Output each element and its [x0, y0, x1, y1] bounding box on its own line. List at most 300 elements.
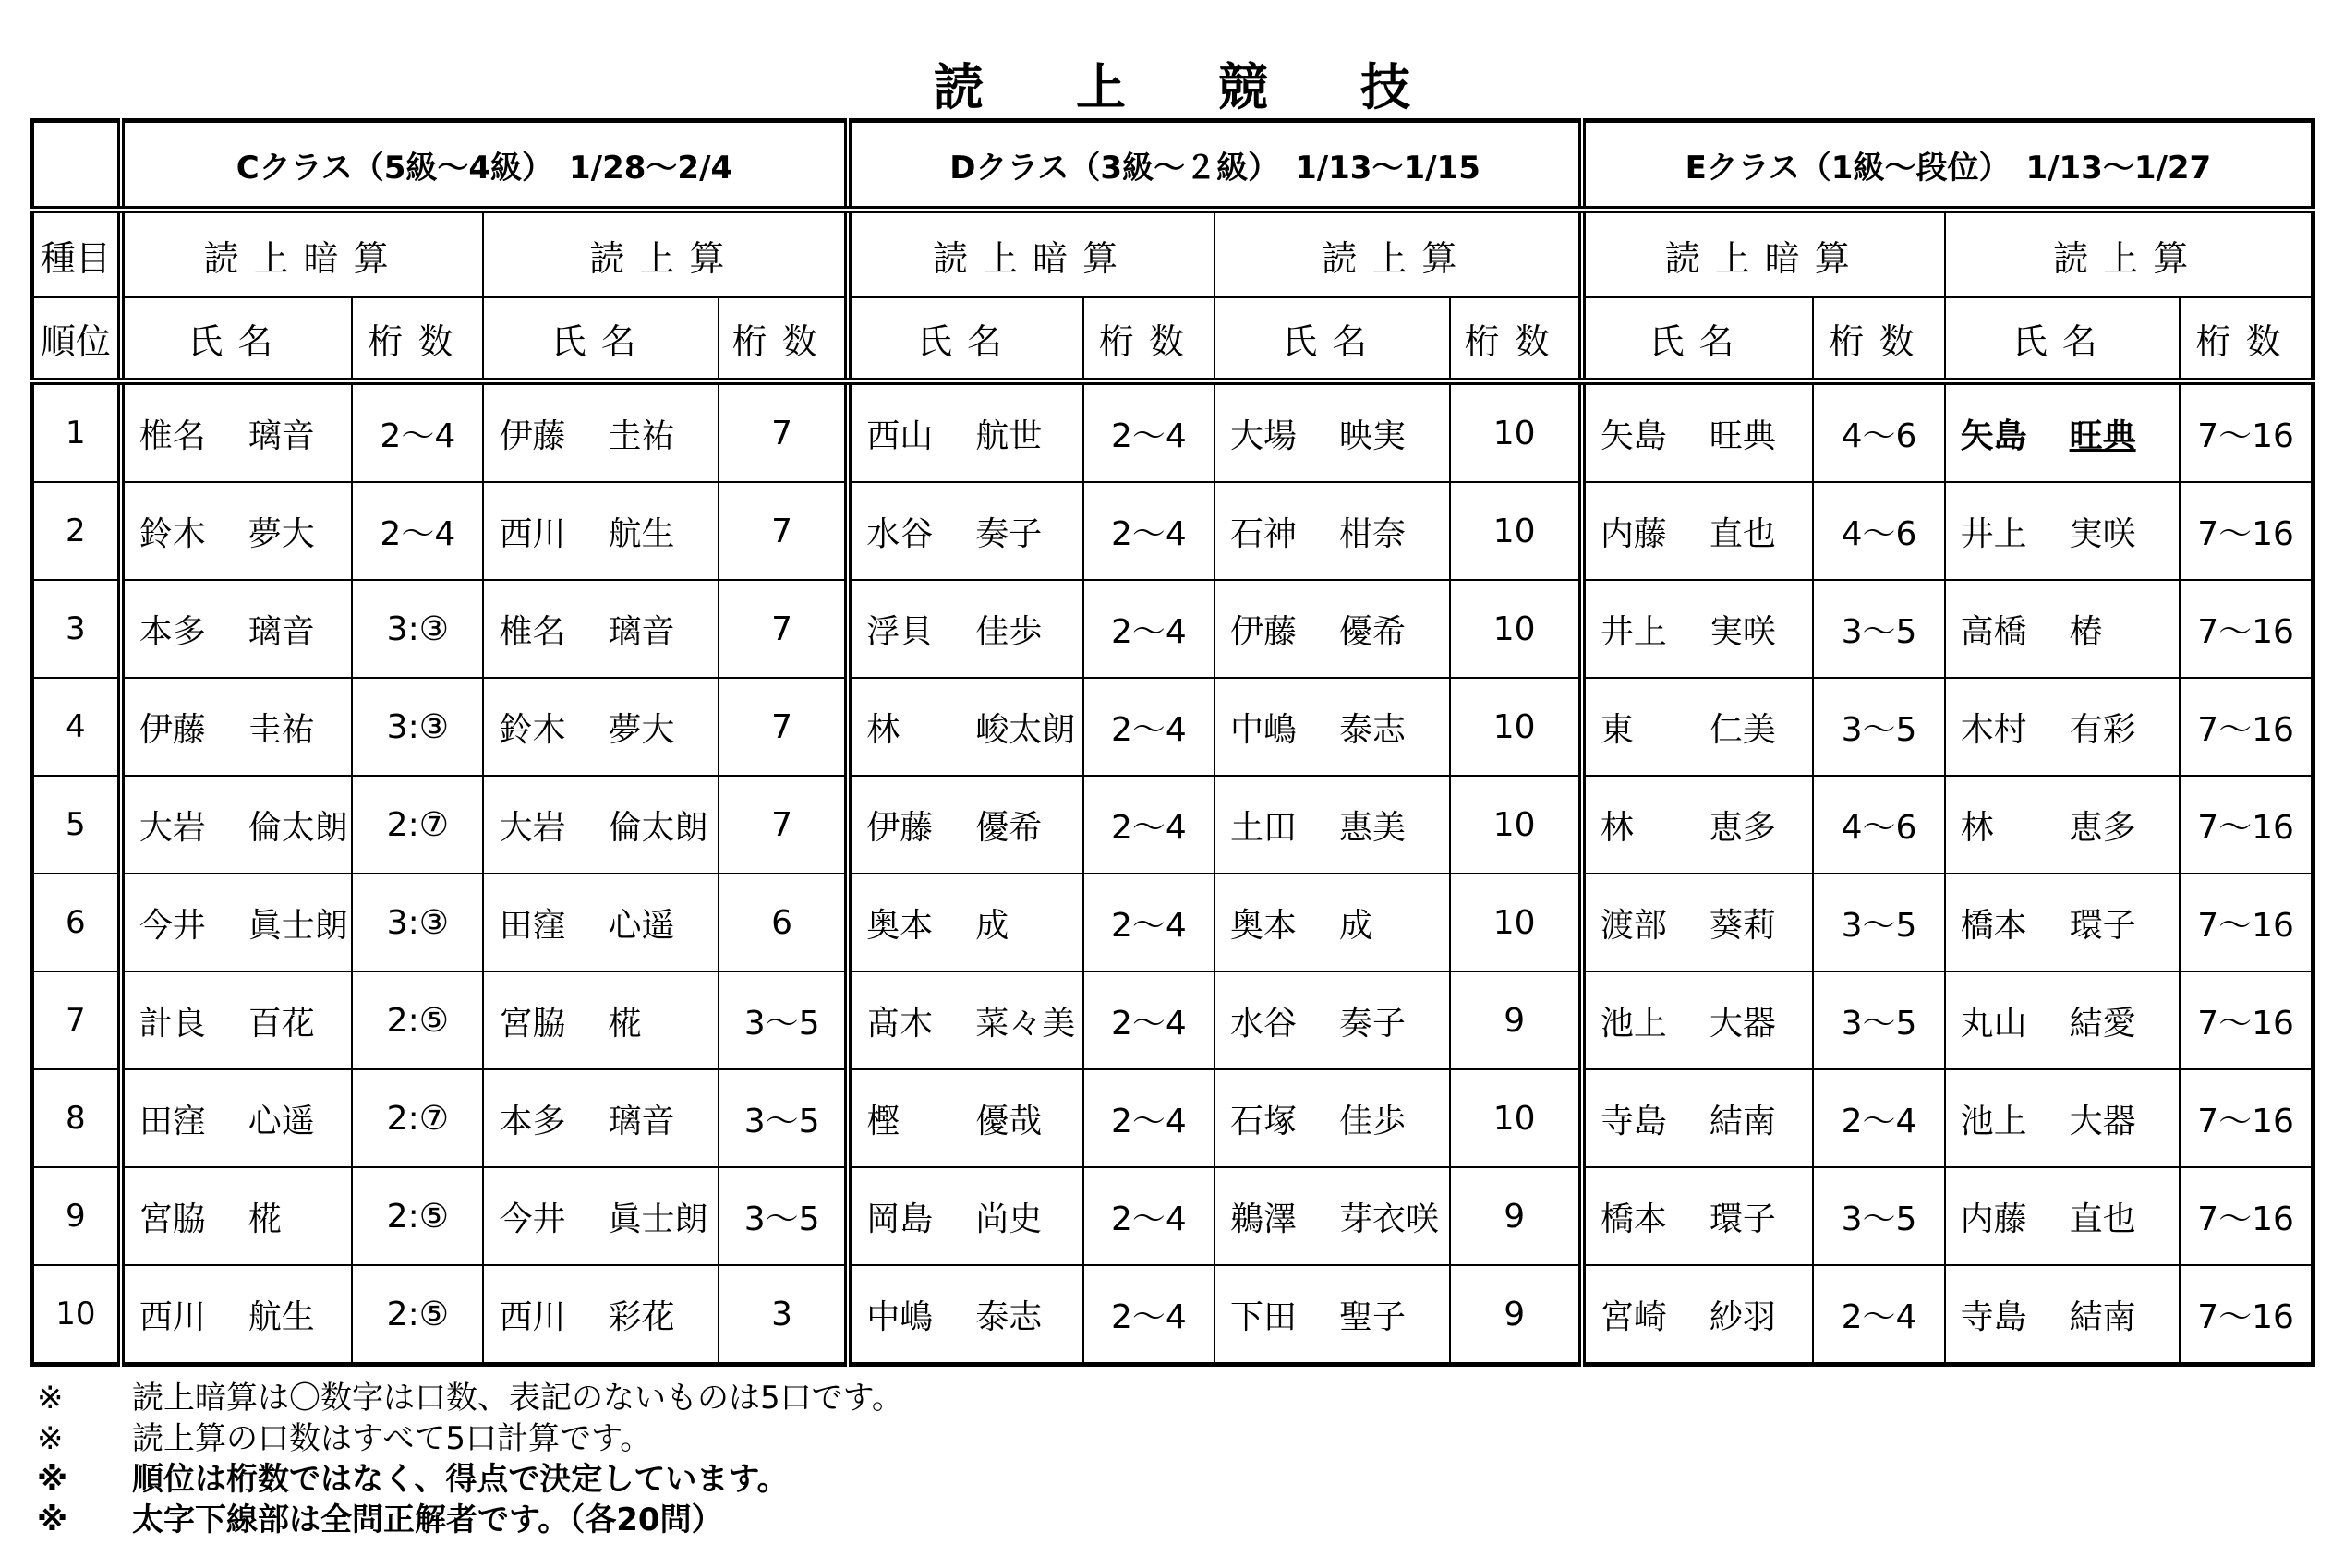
given-name: 璃音: [248, 416, 315, 455]
event-anzan-d: 読上暗算: [848, 210, 1214, 297]
given-name: 実咲: [1709, 612, 1776, 651]
competitor-name: [1230, 1200, 1439, 1238]
competitor-name: [1601, 809, 1776, 847]
name-cell: [1582, 1167, 1814, 1265]
event-header-row: [32, 210, 2314, 297]
competitor-name: [866, 417, 1042, 455]
competitor-name: [1230, 907, 1372, 945]
given-name: 有彩: [2069, 710, 2136, 749]
name-cell: [1214, 678, 1450, 776]
family-name: 奥本: [1230, 906, 1298, 945]
name-cell: [1945, 580, 2181, 678]
digits-cell: 7～16: [2180, 971, 2313, 1069]
family-name: 宮崎: [1600, 1297, 1667, 1336]
digits-cell: 2～4: [1083, 678, 1214, 776]
competitor-name: [1961, 1200, 2136, 1238]
competitor-name: [499, 809, 707, 847]
digits-cell: 7～16: [2180, 1167, 2313, 1265]
given-name: 尚史: [975, 1200, 1043, 1238]
digits-cell: 7～16: [2180, 381, 2313, 482]
name-cell: [1582, 580, 1814, 678]
competitor-name: [499, 1103, 674, 1140]
event-zan-e: 読上算: [1945, 210, 2314, 297]
name-cell: [848, 1167, 1083, 1265]
digits-cell: 10: [1450, 874, 1582, 971]
competitor-name: [866, 613, 1042, 651]
name-cell: [121, 580, 353, 678]
table-row: [32, 580, 2314, 678]
name-cell: [483, 1265, 719, 1365]
given-name: 椛: [608, 1004, 642, 1043]
given-name: 心遥: [248, 1102, 315, 1140]
family-name: 内藤: [1600, 514, 1667, 553]
given-name: 椿: [2069, 612, 2103, 651]
family-name: 水谷: [866, 514, 934, 553]
digits-cell: 3: [719, 1265, 848, 1365]
family-name: 田窪: [499, 906, 566, 945]
family-name: 西川: [499, 514, 566, 553]
class-header-row: [32, 121, 2314, 211]
rank-cell: 3: [32, 580, 121, 678]
family-name: 宮脇: [499, 1004, 566, 1043]
given-name: 環子: [1709, 1200, 1776, 1238]
family-name: 東: [1600, 710, 1634, 749]
note-text: 太字下線部は全問正解者です。（各20問）: [132, 1502, 723, 1538]
name-cell: [121, 1167, 353, 1265]
digits-cell: 3:③: [352, 874, 483, 971]
digits-header: 桁数: [719, 297, 848, 381]
competitor-name: [1601, 907, 1776, 945]
digits-cell: 2～4: [1083, 971, 1214, 1069]
event-anzan-c: 読上暗算: [121, 210, 484, 297]
given-name: 旺典: [1709, 416, 1776, 455]
name-cell: [1214, 776, 1450, 874]
name-header: 氏名: [483, 297, 719, 381]
competitor-name: [1601, 1005, 1776, 1043]
note-mark: ※: [37, 1420, 64, 1457]
family-name: 奥本: [866, 906, 934, 945]
competitor-name: [1601, 711, 1776, 749]
given-name: 航生: [248, 1297, 315, 1336]
given-name: 結南: [1709, 1102, 1776, 1140]
class-e-header: Eクラス（1級～段位） 1/13～1/27: [1582, 121, 2314, 211]
given-name: 菜々美: [975, 1004, 1076, 1043]
rank-cell: 7: [32, 971, 121, 1069]
given-name: 優希: [1339, 612, 1407, 651]
competitor-name: [866, 907, 1009, 945]
digits-cell: 9: [1450, 1167, 1582, 1265]
competitor-name: [139, 515, 315, 553]
family-name: 伊藤: [866, 808, 934, 847]
family-name: 高橋: [1960, 612, 2027, 651]
digits-cell: 10: [1450, 1069, 1582, 1167]
digits-cell: 3～5: [719, 1167, 848, 1265]
digits-cell: 4～6: [1813, 482, 1944, 580]
family-name: 髙木: [866, 1004, 934, 1043]
digits-cell: 2:⑦: [352, 1069, 483, 1167]
competitor-name: [1230, 1298, 1406, 1336]
competitor-name: [1961, 613, 2103, 651]
rank-cell: 2: [32, 482, 121, 580]
given-name: 眞士朗: [248, 906, 348, 945]
digits-cell: 10: [1450, 482, 1582, 580]
note-mark: ※: [37, 1461, 68, 1498]
digits-cell: 7: [719, 580, 848, 678]
digits-cell: 2～4: [1083, 1167, 1214, 1265]
family-name: 伊藤: [139, 710, 206, 749]
rank-cell: 6: [32, 874, 121, 971]
given-name: 泰志: [1339, 710, 1407, 749]
competitor-name: [1230, 515, 1406, 553]
name-cell: [1945, 678, 2181, 776]
given-name: 成: [975, 906, 1009, 945]
name-cell: [1214, 381, 1450, 482]
family-name: 今井: [499, 1200, 566, 1238]
table-row: [32, 1265, 2314, 1365]
digits-cell: 7: [719, 482, 848, 580]
digits-cell: 3～5: [1813, 971, 1944, 1069]
given-name: 夢大: [608, 710, 675, 749]
competitor-name: [866, 1005, 1075, 1043]
column-header-row: [32, 297, 2314, 381]
name-cell: [1945, 381, 2181, 482]
name-cell: [1214, 1069, 1450, 1167]
given-name: 恵多: [2069, 808, 2136, 847]
family-name: 土田: [1230, 808, 1298, 847]
given-name: 優希: [975, 808, 1043, 847]
name-cell: [848, 1265, 1083, 1365]
family-name: 寺島: [1600, 1102, 1667, 1140]
rank-cell: 10: [32, 1265, 121, 1365]
family-name: 石塚: [1230, 1102, 1298, 1140]
table-row: [32, 1069, 2314, 1167]
given-name: 璃音: [608, 612, 675, 651]
family-name: 矢島: [1600, 416, 1667, 455]
page-title: 読上競技: [934, 58, 1503, 116]
name-cell: [1214, 971, 1450, 1069]
event-anzan-e: 読上暗算: [1582, 210, 1945, 297]
event-label: 種目: [32, 210, 121, 297]
name-cell: [848, 678, 1083, 776]
competitor-name: [139, 711, 315, 749]
family-name: 渡部: [1600, 906, 1667, 945]
name-cell: [121, 381, 353, 482]
competitor-name: [1601, 417, 1776, 455]
digits-header: 桁数: [1450, 297, 1582, 381]
name-cell: [483, 482, 719, 580]
given-name: 芽衣咲: [1339, 1200, 1440, 1238]
name-cell: [1214, 1167, 1450, 1265]
given-name: 大器: [2069, 1102, 2136, 1140]
competitor-name: [1961, 515, 2136, 553]
name-cell: [1214, 482, 1450, 580]
family-name: 内藤: [1960, 1200, 2027, 1238]
name-cell: [1945, 971, 2181, 1069]
family-name: 椎名: [499, 612, 566, 651]
digits-header: 桁数: [352, 297, 483, 381]
competitor-name: [139, 809, 348, 847]
given-name: 航世: [975, 416, 1043, 455]
competitor-name: [1601, 1200, 1776, 1238]
table-row: [32, 1167, 2314, 1265]
digits-header: 桁数: [2180, 297, 2313, 381]
competitor-name: [139, 1200, 282, 1238]
family-name: 鈴木: [139, 514, 206, 553]
digits-cell: 10: [1450, 678, 1582, 776]
family-name: 西川: [499, 1297, 566, 1336]
table-row: [32, 381, 2314, 482]
competitor-name: [1601, 1103, 1776, 1140]
digits-cell: 3:③: [352, 678, 483, 776]
family-name: 伊藤: [499, 416, 566, 455]
digits-cell: 2:⑤: [352, 971, 483, 1069]
competitor-name: [1601, 515, 1776, 553]
name-cell: [1582, 874, 1814, 971]
family-name: 伊藤: [1230, 612, 1298, 651]
family-name: 林: [866, 710, 900, 749]
family-name: 水谷: [1230, 1004, 1298, 1043]
competitor-name: [139, 907, 348, 945]
name-header: 氏名: [121, 297, 353, 381]
competitor-name: [866, 1103, 1042, 1140]
footnote: [37, 1500, 903, 1540]
class-c-header: Cクラス（5級～4級） 1/28～2/4: [121, 121, 849, 211]
family-name: 井上: [1600, 612, 1667, 651]
family-name: 寺島: [1960, 1297, 2027, 1336]
given-name: 結南: [2069, 1297, 2136, 1336]
given-name: 実咲: [2069, 514, 2136, 553]
table-row: [32, 482, 2314, 580]
competitor-name: [499, 515, 674, 553]
digits-cell: 10: [1450, 381, 1582, 482]
digits-cell: 10: [1450, 776, 1582, 874]
name-cell: [121, 1069, 353, 1167]
rank-cell: 8: [32, 1069, 121, 1167]
competitor-name: [139, 613, 315, 651]
family-name: 林: [1960, 808, 1994, 847]
name-cell: [1214, 874, 1450, 971]
table-row: [32, 874, 2314, 971]
digits-cell: 3～5: [719, 1069, 848, 1167]
competitor-name: [499, 417, 674, 455]
digits-cell: 7～16: [2180, 1265, 2313, 1365]
competitor-name: [1230, 417, 1406, 455]
digits-cell: 7: [719, 381, 848, 482]
given-name: 奏子: [1339, 1004, 1407, 1043]
family-name: 樫: [866, 1102, 900, 1140]
name-cell: [121, 776, 353, 874]
given-name: 圭祐: [608, 416, 675, 455]
digits-cell: 7: [719, 678, 848, 776]
given-name: 映実: [1339, 416, 1407, 455]
family-name: 浮貝: [866, 612, 934, 651]
name-cell: [848, 776, 1083, 874]
given-name: 旺典: [2069, 416, 2136, 455]
given-name: 佳歩: [1339, 1102, 1407, 1140]
table-row: [32, 971, 2314, 1069]
name-cell: [1582, 678, 1814, 776]
name-cell: [1945, 874, 2181, 971]
name-cell: [483, 1167, 719, 1265]
family-name: 中嶋: [866, 1297, 934, 1336]
digits-cell: 3～5: [1813, 580, 1944, 678]
digits-cell: 2～4: [1083, 381, 1214, 482]
competitor-name: [1961, 711, 2136, 749]
note-mark: ※: [37, 1380, 64, 1417]
given-name: 優哉: [975, 1102, 1043, 1140]
family-name: 林: [1600, 808, 1634, 847]
given-name: 成: [1339, 906, 1373, 945]
digits-cell: 2～4: [352, 381, 483, 482]
note-text: 読上暗算は〇数字は口数、表記のないものは5口です。: [132, 1380, 903, 1417]
digits-cell: 7: [719, 776, 848, 874]
given-name: 葵莉: [1709, 906, 1776, 945]
name-cell: [121, 874, 353, 971]
name-cell: [1582, 1069, 1814, 1167]
name-cell: [483, 971, 719, 1069]
competitor-name: [499, 1005, 641, 1043]
given-name: 直也: [1709, 514, 1776, 553]
given-name: 環子: [2069, 906, 2136, 945]
digits-cell: 4～6: [1813, 381, 1944, 482]
name-cell: [1582, 971, 1814, 1069]
event-zan-d: 読上算: [1214, 210, 1582, 297]
family-name: 池上: [1600, 1004, 1667, 1043]
given-name: 佳歩: [975, 612, 1043, 651]
given-name: 泰志: [975, 1297, 1043, 1336]
class-d-header: Dクラス（3級～２級） 1/13～1/15: [848, 121, 1582, 211]
given-name: 彩花: [608, 1297, 675, 1336]
given-name: 結愛: [2069, 1004, 2136, 1043]
digits-cell: 7～16: [2180, 1069, 2313, 1167]
note-text: 順位は桁数ではなく、得点で決定しています。: [132, 1461, 789, 1498]
competitor-name: [499, 907, 674, 945]
competitor-name: [1961, 1103, 2136, 1140]
competitor-name: [1961, 1005, 2136, 1043]
digits-cell: 10: [1450, 580, 1582, 678]
digits-cell: 7～16: [2180, 482, 2313, 580]
name-cell: [483, 776, 719, 874]
competitor-name: [1230, 1005, 1406, 1043]
digits-cell: 2～4: [1083, 1265, 1214, 1365]
competitor-name: [1230, 1103, 1406, 1140]
family-name: 丸山: [1960, 1004, 2027, 1043]
name-cell: [1582, 776, 1814, 874]
given-name: 夢大: [248, 514, 315, 553]
competitor-name: [499, 1298, 674, 1336]
given-name: 奏子: [975, 514, 1043, 553]
digits-cell: 3～5: [1813, 678, 1944, 776]
digits-cell: 2～4: [1083, 580, 1214, 678]
given-name: 眞士朗: [608, 1200, 708, 1238]
name-cell: [1582, 482, 1814, 580]
family-name: 鵜澤: [1230, 1200, 1298, 1238]
name-cell: [121, 678, 353, 776]
digits-cell: 2～4: [1083, 874, 1214, 971]
competitor-name: [499, 613, 674, 651]
family-name: 木村: [1960, 710, 2027, 749]
family-name: 井上: [1960, 514, 2027, 553]
family-name: 本多: [139, 612, 206, 651]
competitor-name: [866, 515, 1042, 553]
digits-cell: 2～4: [1813, 1265, 1944, 1365]
digits-cell: 6: [719, 874, 848, 971]
competitor-name: [866, 1200, 1042, 1238]
name-header: 氏名: [848, 297, 1083, 381]
competitor-name: [1961, 907, 2136, 945]
competitor-name: [139, 1005, 315, 1043]
digits-header: 桁数: [1083, 297, 1214, 381]
family-name: 下田: [1230, 1297, 1298, 1336]
name-header: 氏名: [1945, 297, 2181, 381]
digits-cell: 2:⑤: [352, 1167, 483, 1265]
family-name: 大岩: [499, 808, 566, 847]
family-name: 今井: [139, 906, 206, 945]
name-cell: [1582, 381, 1814, 482]
family-name: 大場: [1230, 416, 1298, 455]
note-text: 読上算の口数はすべて5口計算です。: [132, 1420, 652, 1457]
results-table: [30, 118, 2315, 1367]
footnote: [37, 1378, 903, 1418]
digits-header: 桁数: [1813, 297, 1944, 381]
name-cell: [483, 381, 719, 482]
given-name: 航生: [608, 514, 675, 553]
competitor-name: [866, 1298, 1042, 1336]
note-mark: ※: [37, 1502, 68, 1538]
competitor-name: [1961, 809, 2136, 847]
competitor-name: [866, 711, 1075, 749]
name-cell: [1945, 1167, 2181, 1265]
competitor-name: [139, 1298, 315, 1336]
competitor-name: [1230, 711, 1406, 749]
digits-cell: 7～16: [2180, 874, 2313, 971]
given-name: 恵多: [1709, 808, 1776, 847]
digits-cell: 2～4: [352, 482, 483, 580]
name-cell: [848, 1069, 1083, 1167]
given-name: 圭祐: [248, 710, 315, 749]
family-name: 中嶋: [1230, 710, 1298, 749]
name-cell: [848, 874, 1083, 971]
family-name: 岡島: [866, 1200, 934, 1238]
rank-cell: 9: [32, 1167, 121, 1265]
name-cell: [848, 482, 1083, 580]
digits-cell: 7～16: [2180, 776, 2313, 874]
competitor-name: [1230, 809, 1406, 847]
name-cell: [1945, 1265, 2181, 1365]
competitor-name: [1961, 1298, 2136, 1336]
name-cell: [1214, 1265, 1450, 1365]
given-name: 心遥: [608, 906, 675, 945]
digits-cell: 9: [1450, 971, 1582, 1069]
digits-cell: 3～5: [1813, 1167, 1944, 1265]
competitor-name: [499, 711, 674, 749]
digits-cell: 7～16: [2180, 580, 2313, 678]
name-cell: [848, 580, 1083, 678]
family-name: 鈴木: [499, 710, 566, 749]
name-header: 氏名: [1582, 297, 1814, 381]
given-name: 柑奈: [1339, 514, 1407, 553]
competitor-name: [1601, 613, 1776, 651]
given-name: 聖子: [1339, 1297, 1407, 1336]
name-header: 氏名: [1214, 297, 1450, 381]
digits-cell: 2～4: [1083, 1069, 1214, 1167]
competitor-name: [1230, 613, 1406, 651]
digits-cell: 9: [1450, 1265, 1582, 1365]
name-cell: [848, 971, 1083, 1069]
rank-cell: 5: [32, 776, 121, 874]
name-cell: [121, 971, 353, 1069]
family-name: 計良: [139, 1004, 206, 1043]
